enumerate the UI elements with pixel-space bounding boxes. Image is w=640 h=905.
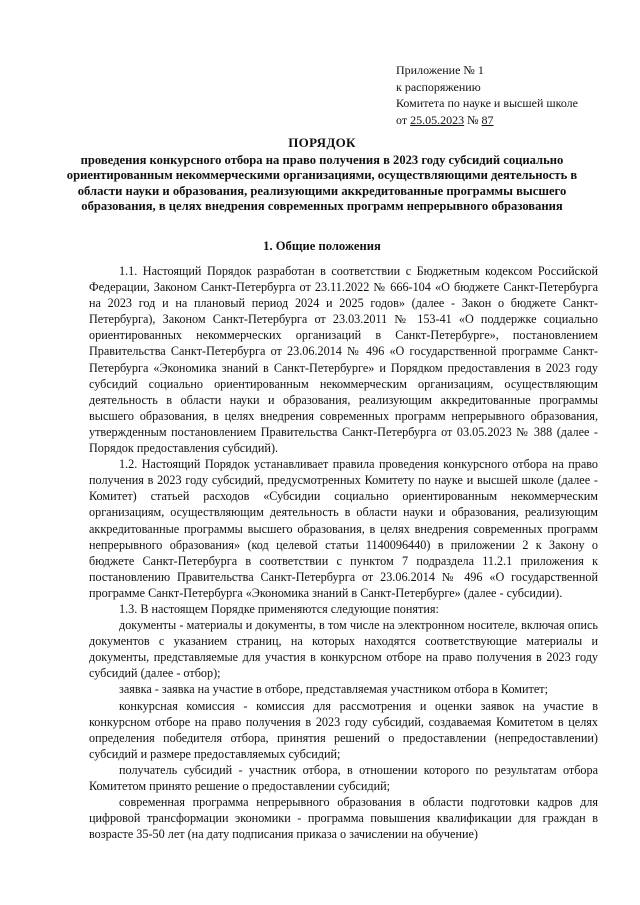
appendix-block [396, 62, 626, 128]
order-date: 25.05.2023 [410, 112, 465, 127]
document-title [60, 135, 584, 215]
definition-program: современная программа непрерывного образования в области подготовки кадров для цифровой трансформации экономики - программа повышения квалификации для граждан в возрасте 35-50 лет (на дату подписания приказа о зачислении на обучение) [89, 795, 598, 842]
definition-documents: документы - материалы и документы, в том числе на электронном носителе, включая опись документов с указанием страниц, на которых находятся соответствующие материалы и документы, представляемые для участия в конкурсном отборе на право получения в 2023 году субсидий (далее - отбор); [89, 618, 598, 681]
appendix-line-3: Комитета по науке и высшей школе [396, 96, 578, 111]
order-number: 87 [481, 112, 494, 127]
paragraph-1-1: 1.1. Настоящий Порядок разработан в соответствии с Бюджетным кодексом Российской Федерации, Законом Санкт-Петербурга от 23.11.2022 № 666-104 «О бюджете Санкт-Петербурга на 2023 год и на плановый период 2024 и 2025 годов» (далее - Закон о бюджете Санкт-Петербурга), Законом Санкт-Петербурга от 23.03.2011 № 153-41 «О поддержке социально ориентированных некоммерческих организаций в Санкт-Петербурге», постановлением Правительства Санкт-Петербурга от 23.06.2014 № 496 «О государственной программе Санкт-Петербурга «Экономика знаний в Санкт-Петербурге» и Порядком предоставления в 2023 году субсидий социально ориентированным некоммерческим организациям, осуществляющим деятельность в области науки и образования, реализующим аккредитованные программы высшего образования, в целях внедрения современных программ непрерывного образования, утвержденным постановлением Правительства Санкт-Петербурга от 03.05.2023 № 388 (далее - Порядок предоставления субсидий). [89, 264, 598, 456]
definition-recipient: получатель субсидий - участник отбора, в отношении которого по результатам отбора Комитетом принято решение о предоставлении субсидий; [89, 762, 598, 793]
definition-commission: конкурсная комиссия - комиссия для рассмотрения и оценки заявок на участие в конкурсном отборе на право получения в 2023 году субсидий, создаваемая Комитетом в целях определения победителя отбора, принятия решений о предоставлении (непредоставлении) субсидий и размере предоставляемых субсидий; [89, 698, 598, 761]
appendix-line-2: к распоряжению [396, 79, 481, 94]
title-subtitle: проведения конкурсного отбора на право получения в 2023 году субсидий социально ориентированным некоммерческими организациями, осуществляющими деятельность в области науки и образования, реализующими аккредитованные программы высшего образования, в целях внедрения современных программ непрерывного образования [66, 152, 578, 214]
paragraph-1-3: 1.3. В настоящем Порядке применяются следующие понятия: [119, 601, 439, 616]
appendix-date-line [396, 112, 626, 129]
paragraph-1-2: 1.2. Настоящий Порядок устанавливает правила проведения конкурсного отбора на право получения в 2023 году субсидий, предусмотренных Комитету по науке и высшей школе (далее - Комитет) статьей расходов «Субсидии социально ориентированным некоммерческим организациям, осуществляющим деятельность в области науки и образования, реализующим аккредитованные программы высшего образования, в целях внедрения современных программ непрерывного образования» (код целевой статьи 1140096440) в приложении 2 к Закону о бюджете Санкт-Петербурга в соответствии с пунктом 7 подраздела 11.2.1 приложения к постановлению Правительства Санкт-Петербурга от 23.06.2014 № 496 «О государственной программе Санкт-Петербурга «Экономика знаний в Санкт-Петербурге» (далее - субсидии). [89, 457, 598, 600]
section-heading: 1. Общие положения [263, 239, 381, 253]
number-prefix: № [464, 112, 482, 127]
document-body [89, 263, 598, 842]
appendix-line-1: Приложение № 1 [396, 63, 484, 77]
definition-application: заявка - заявка на участие в отборе, представляемая участником отбора в Комитет; [119, 682, 548, 697]
title-main: ПОРЯДОК [288, 135, 356, 150]
date-prefix: от [396, 112, 411, 127]
